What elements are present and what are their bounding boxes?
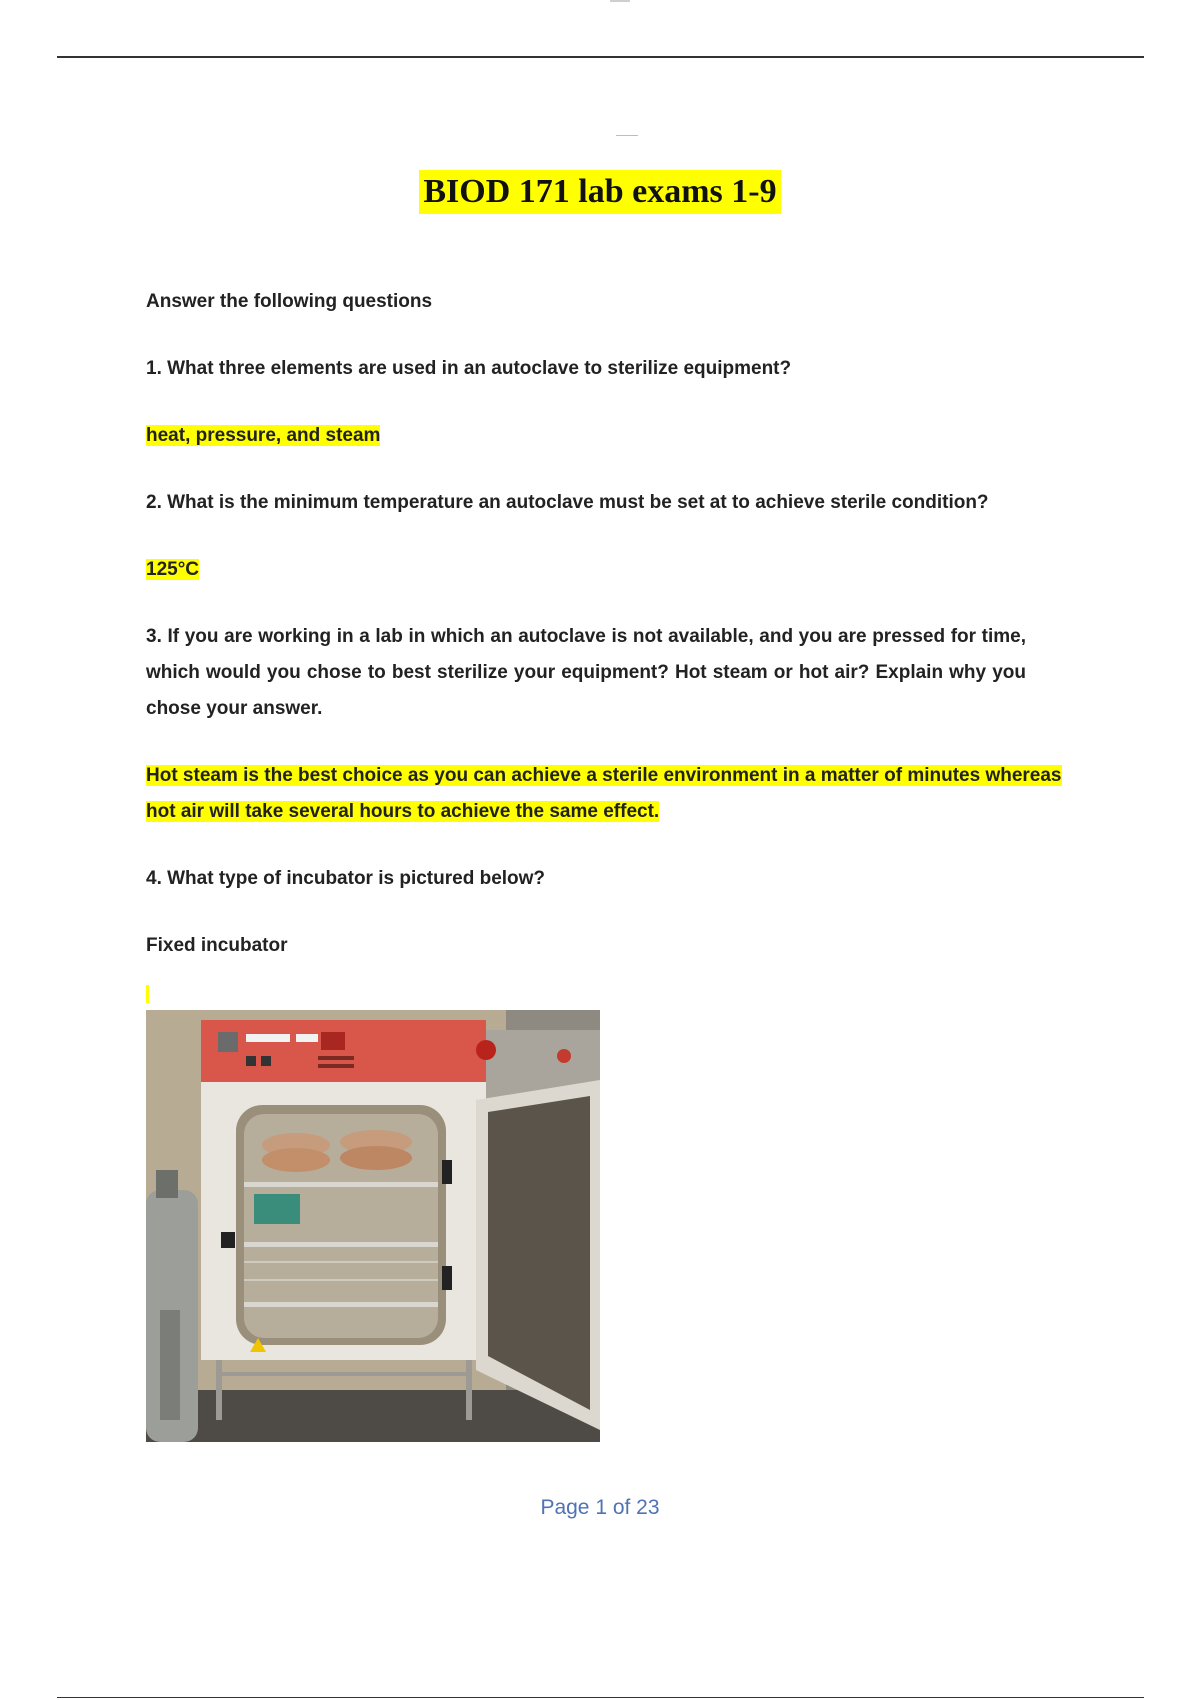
question-1: 1. What three elements are used in an autoclave to sterilize equipment? [146, 358, 792, 379]
page-footer: Page 1 of 23 [540, 1496, 660, 1519]
document-body [146, 284, 1086, 995]
answer-1-text: heat, pressure, and steam [146, 425, 381, 446]
document-title-text: BIOD 171 lab exams 1-9 [419, 170, 780, 214]
header-dash [616, 135, 638, 136]
question-2: 2. What is the minimum temperature an autoclave must be set at to achieve sterile condition? [146, 492, 989, 513]
answer-4: Fixed incubator [146, 935, 288, 956]
document-title [0, 170, 1200, 214]
highlight-marker [146, 985, 149, 1003]
footer-rule [57, 1697, 1144, 1698]
answer-1 [146, 418, 1086, 454]
answer-2-text: 125°C [146, 559, 200, 580]
answer-3-text: Hot steam is the best choice as you can achieve a sterile environment in a matter of minutes whereas hot air will take several hours to achieve the same effect. [146, 765, 1062, 822]
header-rule [57, 56, 1144, 58]
answer-3 [146, 758, 1086, 830]
intro-text: Answer the following questions [146, 291, 433, 312]
page-top-mark [610, 0, 630, 2]
incubator-photo [146, 1010, 600, 1442]
answer-2 [146, 552, 1086, 588]
question-4: 4. What type of incubator is pictured below? [146, 868, 546, 889]
question-3: 3. If you are working in a lab in which an autoclave is not available, and you are pressed for time, which would you chose to best sterilize your equipment? Hot steam or hot air? Explain why you chose your answer. [146, 626, 1026, 719]
